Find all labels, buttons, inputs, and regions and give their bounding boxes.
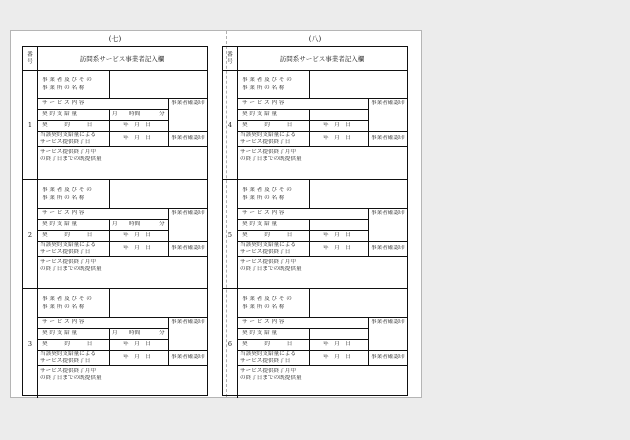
row-divider	[237, 208, 407, 209]
record-body	[37, 70, 207, 179]
panel-7	[22, 35, 208, 381]
used-amount-label-line1: サービス提供終了月中	[40, 368, 96, 374]
service-content-label: サ ー ビ ス 内 容	[42, 100, 85, 106]
end-date-ymd: 年 月 日	[123, 245, 151, 251]
end-date-label-line2: サービス提供終了日	[240, 138, 291, 145]
contract-amount-label: 契 約 支 給 量	[242, 330, 278, 336]
row-divider	[237, 109, 368, 110]
end-date-label-line1: 当該契約支給量による	[240, 242, 296, 248]
end-date-label-line1: 当該契約支給量による	[40, 132, 96, 138]
header-title: 訪問系サービス事業者記入欄	[79, 55, 165, 63]
contract-date-ymd: 年 月 日	[323, 341, 351, 347]
contract-amount-label: 契 約 支 給 量	[242, 221, 278, 227]
certificate-sheet	[10, 30, 422, 398]
record-number: 4	[223, 70, 238, 179]
provider-name-label-line1: 事 業 者 及 び そ の	[42, 187, 92, 193]
row-divider	[37, 146, 207, 147]
confirm-stamp-label: 事業者確認印	[371, 210, 405, 216]
record-number: 6	[223, 289, 238, 398]
end-date-label-line2: サービス提供終了日	[240, 357, 291, 364]
row-divider	[37, 365, 207, 366]
column-divider	[109, 328, 110, 365]
record-table	[22, 46, 208, 396]
column-divider	[109, 219, 110, 256]
contract-date-ymd: 年 月 日	[123, 122, 151, 128]
panel-number: (七)	[108, 35, 122, 43]
used-amount-label-line1: サービス提供終了月中	[40, 259, 96, 265]
row-divider	[237, 365, 407, 366]
minute-unit: 分	[159, 330, 165, 336]
panel-8	[222, 35, 408, 381]
end-date-label-line1: 当該契約支給量による	[240, 132, 296, 138]
hour-unit: 時間	[129, 330, 141, 336]
column-divider	[309, 180, 310, 208]
confirm-stamp-label: 事業者確認印	[171, 100, 205, 106]
record-number: 3	[23, 289, 38, 398]
row-divider	[37, 328, 168, 329]
end-date-ymd: 年 月 日	[323, 245, 351, 251]
contract-amount-label: 契 約 支 給 量	[42, 111, 78, 117]
record-body	[237, 70, 407, 179]
confirm-stamp-label: 事業者確認印	[371, 319, 405, 325]
row-divider	[37, 317, 207, 318]
row-divider	[37, 109, 168, 110]
column-divider	[309, 109, 310, 146]
used-amount-label-line1: サービス提供終了月中	[240, 149, 296, 155]
used-amount-label-line1: サービス提供終了月中	[240, 259, 296, 265]
table-header	[223, 47, 407, 71]
column-divider	[368, 317, 369, 365]
service-content-label: サ ー ビ ス 内 容	[242, 319, 285, 325]
column-divider	[109, 109, 110, 146]
contract-date-ymd: 年 月 日	[123, 232, 151, 238]
contract-amount-label: 契 約 支 給 量	[242, 111, 278, 117]
record-body	[237, 180, 407, 289]
provider-name-label-line2: 事 業 所 の 名 称	[42, 85, 85, 91]
row-divider	[37, 120, 168, 121]
end-date-label-line1: 当該契約支給量による	[240, 351, 296, 357]
record-number: 1	[23, 70, 38, 179]
provider-name-label-line1: 事 業 者 及 び そ の	[42, 77, 92, 83]
row-divider	[237, 120, 368, 121]
contract-date-ymd: 年 月 日	[323, 122, 351, 128]
contract-date-ymd: 年 月 日	[123, 341, 151, 347]
row-divider	[237, 230, 368, 231]
month-unit: 月	[112, 330, 118, 336]
header-number-cell	[223, 47, 238, 70]
column-divider	[109, 289, 110, 317]
confirm-stamp-label: 事業者確認印	[171, 354, 205, 360]
record-block-6	[223, 288, 407, 398]
row-divider	[37, 339, 168, 340]
contract-date-label: 契 約 日	[42, 341, 93, 347]
row-divider	[237, 328, 368, 329]
provider-name-label-line2: 事 業 所 の 名 称	[242, 85, 285, 91]
provider-name-label-line1: 事 業 者 及 び そ の	[42, 296, 92, 302]
record-body	[37, 180, 207, 289]
service-content-label: サ ー ビ ス 内 容	[242, 210, 285, 216]
end-date-label-line2: サービス提供終了日	[40, 357, 91, 364]
end-date-label-line2: サービス提供終了日	[240, 248, 291, 255]
minute-unit: 分	[159, 221, 165, 227]
confirm-stamp-label: 事業者確認印	[371, 245, 405, 251]
row-divider	[237, 256, 407, 257]
minute-unit: 分	[159, 111, 165, 117]
hour-unit: 時間	[129, 111, 141, 117]
row-divider	[37, 230, 168, 231]
header-number-char: 番	[227, 51, 233, 58]
used-amount-label-line2: の終了日までの既提供量	[40, 156, 102, 162]
column-divider	[168, 98, 169, 146]
record-block-2	[23, 179, 207, 289]
confirm-stamp-label: 事業者確認印	[171, 135, 205, 141]
contract-date-label: 契 約 日	[42, 232, 93, 238]
record-number: 5	[223, 180, 238, 289]
column-divider	[168, 317, 169, 365]
confirm-stamp-label: 事業者確認印	[371, 354, 405, 360]
confirm-stamp-label: 事業者確認印	[371, 100, 405, 106]
column-divider	[309, 70, 310, 98]
used-amount-label-line2: の終了日までの既提供量	[40, 375, 102, 381]
end-date-ymd: 年 月 日	[323, 354, 351, 360]
confirm-stamp-label: 事業者確認印	[171, 210, 205, 216]
column-divider	[309, 328, 310, 365]
confirm-stamp-label: 事業者確認印	[171, 245, 205, 251]
contract-amount-label: 契 約 支 給 量	[42, 330, 78, 336]
hour-unit: 時間	[129, 221, 141, 227]
used-amount-label-line2: の終了日までの既提供量	[240, 375, 302, 381]
record-block-4	[223, 70, 407, 179]
confirm-stamp-label: 事業者確認印	[171, 319, 205, 325]
provider-name-label-line2: 事 業 所 の 名 称	[242, 304, 285, 310]
column-divider	[368, 98, 369, 146]
row-divider	[237, 339, 368, 340]
contract-date-label: 契 約 日	[42, 122, 93, 128]
provider-name-label-line2: 事 業 所 の 名 称	[242, 195, 285, 201]
row-divider	[37, 219, 168, 220]
record-number: 2	[23, 180, 38, 289]
row-divider	[237, 317, 407, 318]
column-divider	[109, 180, 110, 208]
contract-date-label: 契 約 日	[242, 341, 293, 347]
row-divider	[237, 98, 407, 99]
record-block-3	[23, 288, 207, 398]
record-body	[37, 289, 207, 398]
end-date-ymd: 年 月 日	[323, 135, 351, 141]
column-divider	[309, 289, 310, 317]
header-number-char: 番	[27, 51, 33, 58]
end-date-label-line1: 当該契約支給量による	[40, 351, 96, 357]
service-content-label: サ ー ビ ス 内 容	[42, 210, 85, 216]
provider-name-label-line1: 事 業 者 及 び そ の	[242, 77, 292, 83]
month-unit: 月	[112, 111, 118, 117]
end-date-ymd: 年 月 日	[123, 135, 151, 141]
row-divider	[37, 98, 207, 99]
header-number-char: 号	[227, 58, 233, 65]
record-table	[222, 46, 408, 396]
column-divider	[309, 219, 310, 256]
contract-amount-label: 契 約 支 給 量	[42, 221, 78, 227]
record-block-1	[23, 70, 207, 179]
provider-name-label-line1: 事 業 者 及 び そ の	[242, 187, 292, 193]
used-amount-label-line2: の終了日までの既提供量	[240, 156, 302, 162]
end-date-label-line2: サービス提供終了日	[40, 138, 91, 145]
end-date-label-line2: サービス提供終了日	[40, 248, 91, 255]
record-block-5	[223, 179, 407, 289]
header-title: 訪問系サービス事業者記入欄	[279, 55, 365, 63]
contract-date-ymd: 年 月 日	[323, 232, 351, 238]
service-content-label: サ ー ビ ス 内 容	[42, 319, 85, 325]
provider-name-label-line1: 事 業 者 及 び そ の	[242, 296, 292, 302]
confirm-stamp-label: 事業者確認印	[371, 135, 405, 141]
header-number-char: 号	[27, 58, 33, 65]
column-divider	[109, 70, 110, 98]
panel-number: (八)	[308, 35, 322, 43]
month-unit: 月	[112, 221, 118, 227]
used-amount-label-line2: の終了日までの既提供量	[240, 266, 302, 272]
column-divider	[168, 208, 169, 256]
used-amount-label-line1: サービス提供終了月中	[240, 368, 296, 374]
contract-date-label: 契 約 日	[242, 232, 293, 238]
row-divider	[237, 219, 368, 220]
provider-name-label-line2: 事 業 所 の 名 称	[42, 304, 85, 310]
provider-name-label-line2: 事 業 所 の 名 称	[42, 195, 85, 201]
table-header	[23, 47, 207, 71]
used-amount-label-line1: サービス提供終了月中	[40, 149, 96, 155]
row-divider	[37, 256, 207, 257]
service-content-label: サ ー ビ ス 内 容	[242, 100, 285, 106]
header-number-cell	[23, 47, 38, 70]
row-divider	[37, 208, 207, 209]
row-divider	[237, 146, 407, 147]
end-date-ymd: 年 月 日	[123, 354, 151, 360]
contract-date-label: 契 約 日	[242, 122, 293, 128]
end-date-label-line1: 当該契約支給量による	[40, 242, 96, 248]
record-body	[237, 289, 407, 398]
column-divider	[368, 208, 369, 256]
used-amount-label-line2: の終了日までの既提供量	[40, 266, 102, 272]
